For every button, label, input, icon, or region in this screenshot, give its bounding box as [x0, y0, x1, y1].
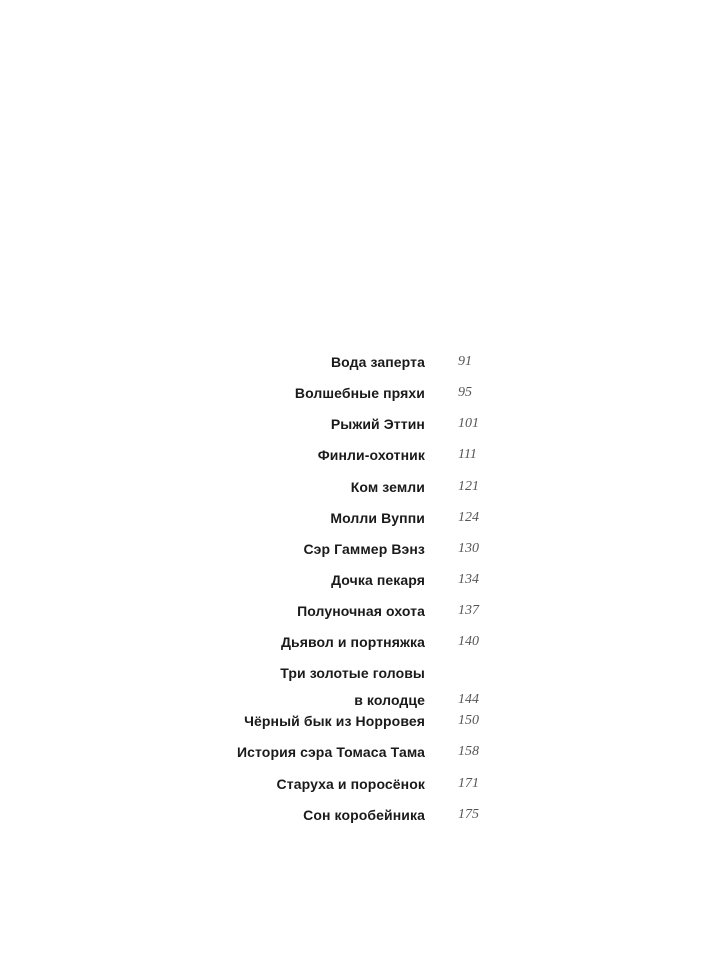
toc-entry-page: 134 — [458, 572, 479, 587]
toc-entry — [0, 806, 720, 846]
toc-entry-title — [125, 478, 425, 496]
toc-title-line: Полуночная охота — [297, 603, 425, 619]
toc-title-line: Сэр Гаммер Вэнз — [303, 541, 425, 557]
toc-entry-page: 95 — [458, 385, 472, 400]
toc-title-line: Финли-охотник — [317, 447, 425, 463]
toc-entry-title — [125, 571, 425, 589]
toc-entry-title — [125, 633, 425, 651]
toc-title-line: Дьявол и портняжка — [280, 634, 425, 650]
toc-entry-page: 175 — [458, 807, 479, 822]
toc-entry-page: 144 — [458, 692, 479, 707]
toc-entry-title — [125, 806, 425, 824]
toc-entry-page: 140 — [458, 634, 479, 649]
toc-entry-title — [125, 743, 425, 761]
toc-title-line: История сэра Томаса Тама — [236, 744, 425, 760]
toc-title-line: Вода заперта — [330, 354, 425, 370]
toc-title-line: Дочка пекаря — [331, 572, 425, 588]
toc-entry-page: 158 — [458, 744, 479, 759]
toc-entry-title — [125, 415, 425, 433]
toc-entry-title — [125, 775, 425, 793]
toc-entry-page: 130 — [458, 541, 479, 556]
toc-title-line: Три золотые головы — [280, 665, 425, 681]
toc-entry-title — [125, 602, 425, 620]
toc-title-line: Чёрный бык из Норровея — [244, 713, 425, 729]
toc-entry-title — [125, 712, 425, 730]
toc-entry-title — [125, 384, 425, 402]
toc-title-line: Молли Вуппи — [330, 510, 425, 526]
toc-entry-page: 150 — [458, 713, 479, 728]
toc-entry-page: 171 — [458, 776, 479, 791]
toc-title-line: Рыжий Эттин — [330, 416, 425, 432]
toc-title-line: в колодце — [354, 692, 425, 708]
toc-title-line: Старуха и поросёнок — [276, 776, 425, 792]
toc-entry-page: 111 — [458, 447, 477, 462]
toc-entry-title — [125, 446, 425, 464]
toc-title-line: Сон коробейника — [303, 807, 425, 823]
toc-entry-page: 124 — [458, 510, 479, 525]
toc-entry-page: 101 — [458, 416, 479, 431]
toc-entry-title — [125, 353, 425, 371]
toc-title-line: Ком земли — [350, 479, 425, 495]
toc-entry-title — [125, 509, 425, 527]
toc-entry-title — [125, 664, 425, 709]
toc-entry-page: 137 — [458, 603, 479, 618]
toc-entry-title — [125, 540, 425, 558]
toc-entry-page: 91 — [458, 354, 472, 369]
toc-entry-page: 121 — [458, 479, 479, 494]
toc-title-line: Волшебные пряхи — [294, 385, 425, 401]
